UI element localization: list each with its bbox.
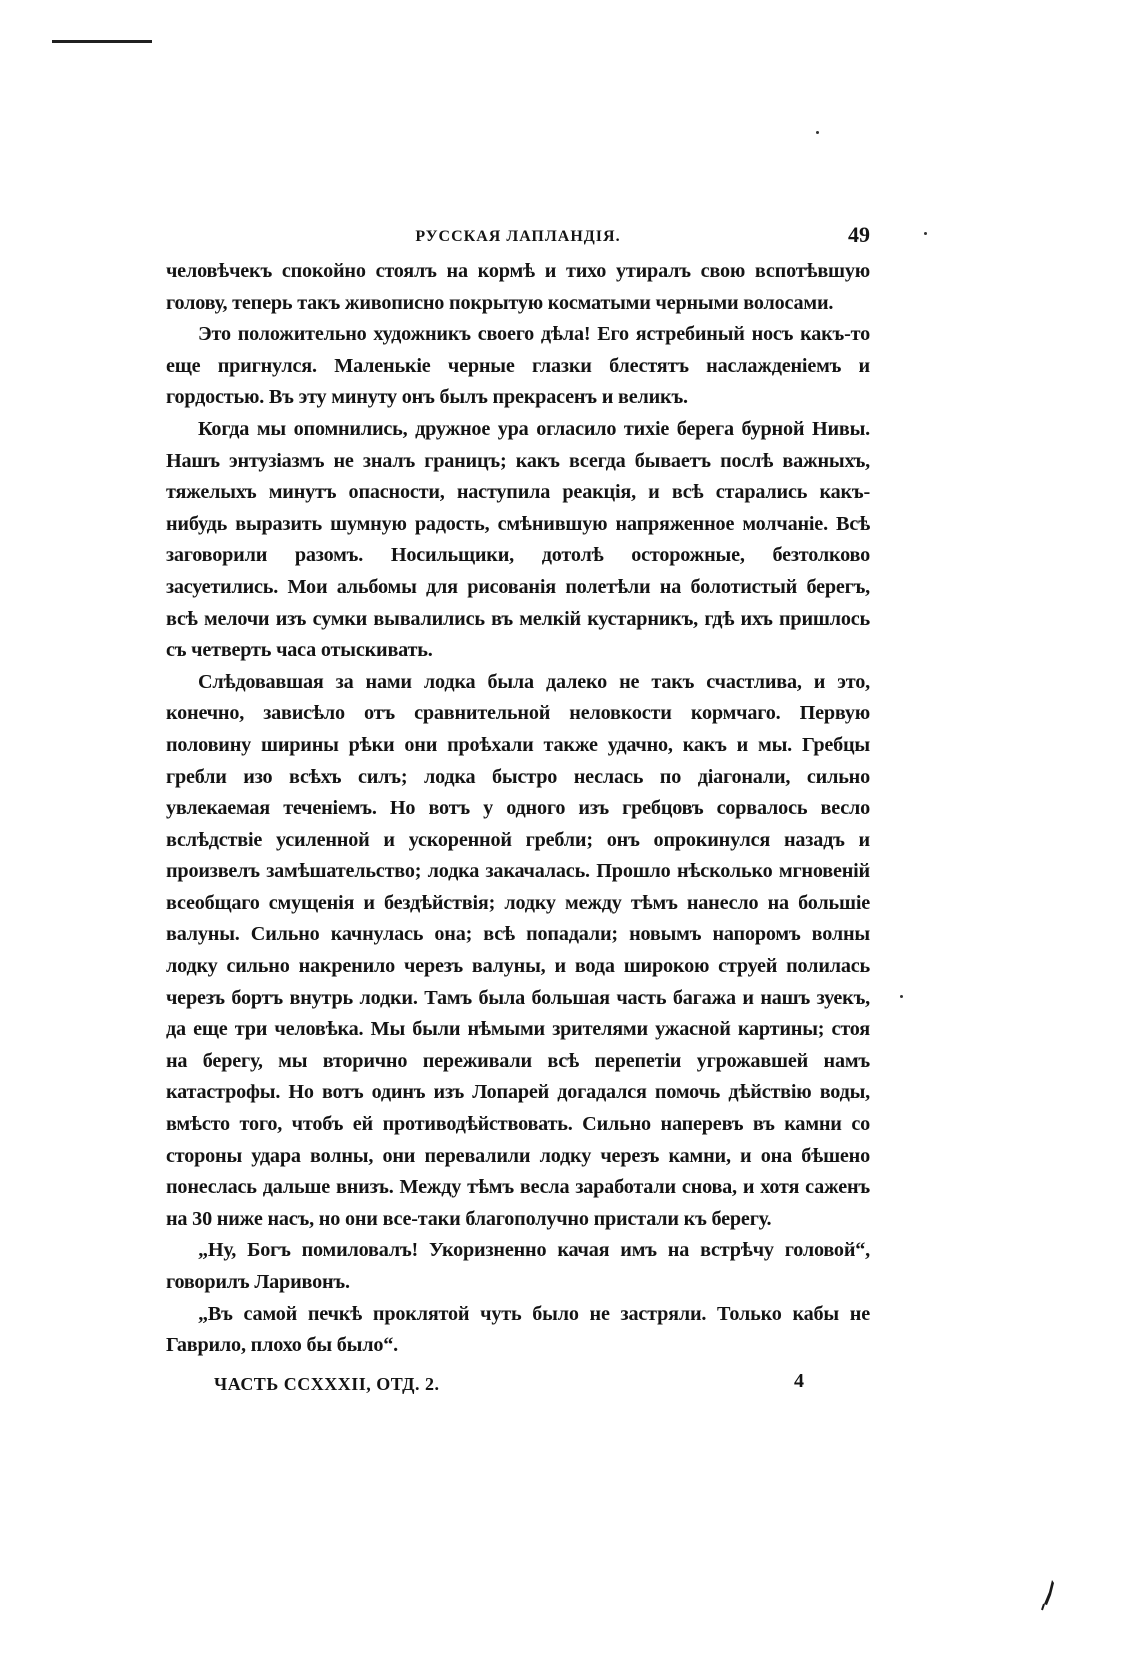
running-head [166,222,870,256]
paragraph-5: „Ну, Богъ помиловалъ! Укоризненно качая имъ на встрѣчу головой“, говорилъ Ларивонъ. [166,1239,870,1293]
page-footer [166,1370,870,1400]
running-title: РУССКАЯ ЛАПЛАНДІЯ. [415,228,621,245]
paragraph-1: человѣчекъ спокойно стоялъ на кормѣ и тихо утиралъ свою вспотѣвшую голову, теперь такъ живописно покрытую косматыми черными волосами. [166,260,870,314]
body-text [166,256,870,1362]
scan-edge-mark [52,40,152,43]
margin-pen-mark-icon [1040,1578,1058,1612]
scan-speck [924,232,927,235]
book-page [166,222,870,1400]
sheet-number: 4 [794,1369,804,1392]
page-number: 49 [848,222,870,247]
scan-speck [900,995,903,998]
paragraph-3: Когда мы опомнились, дружное ура огласило тихіе берега бурной Нивы. Нашъ энтузіазмъ не зналъ границъ; какъ всегда бываетъ послѣ важныхъ, тяжелыхъ минутъ опасности, наступила реакція, и всѣ старались какъ-нибудь выразить шумную радость, смѣнившую напряженное молчаніе. Всѣ заговорили разомъ. Носильщики, дотолѣ осторожные, безтолково засуетились. Мои альбомы для рисованія полетѣли на болотистый берегъ, всѣ мелочи изъ сумки вывалились въ мелкій кустарникъ, гдѣ ихъ пришлось съ четверть часа отыскивать. [166,417,870,662]
scan-speck [816,131,819,134]
paragraph-6: „Въ самой печкѣ проклятой чуть было не застряли. Только кабы не Гаврило, плохо бы было“. [166,1302,870,1357]
paragraph-2: Это положительно художникъ своего дѣла! Его ястребиный носъ какъ-то еще пригнулся. Маленькіе черные глазки блестятъ наслажденіемъ и гордостью. Въ эту минуту онъ былъ прекрасенъ и великъ. [166,323,870,409]
paragraph-4: Слѣдовавшая за нами лодка была далеко не такъ счастлива, и это, конечно, зависѣло отъ сравнительной неловкости кормчаго. Первую половину ширины рѣки они проѣхали также удачно, какъ и мы. Гребцы гребли изо всѣхъ силъ; лодка быстро неслась по діагонали, сильно увлекаемая теченіемъ. Но вотъ у одного изъ гребцовъ сорвалось весло вслѣдствіе усиленной и ускоренной гребли; онъ опрокинулся назадъ и произвелъ замѣшательство; лодка закачалась. Прошло нѣсколько мгновеній всеобщаго смущенія и бездѣйствія; лодку между тѣмъ нанесло на большіе валуны. Сильно качнулась она; всѣ попадали; новымъ напоромъ волны лодку сильно накренило черезъ валуны, и вода широкою струей полилась черезъ бортъ внутрь лодки. Тамъ была большая часть багажа и нашъ зуекъ, да еще три человѣка. Мы были нѣмыми зрителями ужасной картины; стоя на берегу, мы вторично переживали всѣ перепетіи угрожавшей намъ катастрофы. Но вотъ одинъ изъ Лопарей догадался помочь дѣйствію воды, вмѣсто того, чтобъ ей противодѣйствовать. Сильно наперевъ въ камни со стороны удара волны, они перевалили лодку черезъ камни, и она бѣшено понеслась дальше внизъ. Между тѣмъ весла заработали снова, и хотя саженъ на 30 ниже насъ, но они все-таки благополучно пристали къ берегу. [166,670,870,1230]
footer-signature: ЧАСТЬ CCXXXII, ОТД. 2. [214,1373,440,1394]
